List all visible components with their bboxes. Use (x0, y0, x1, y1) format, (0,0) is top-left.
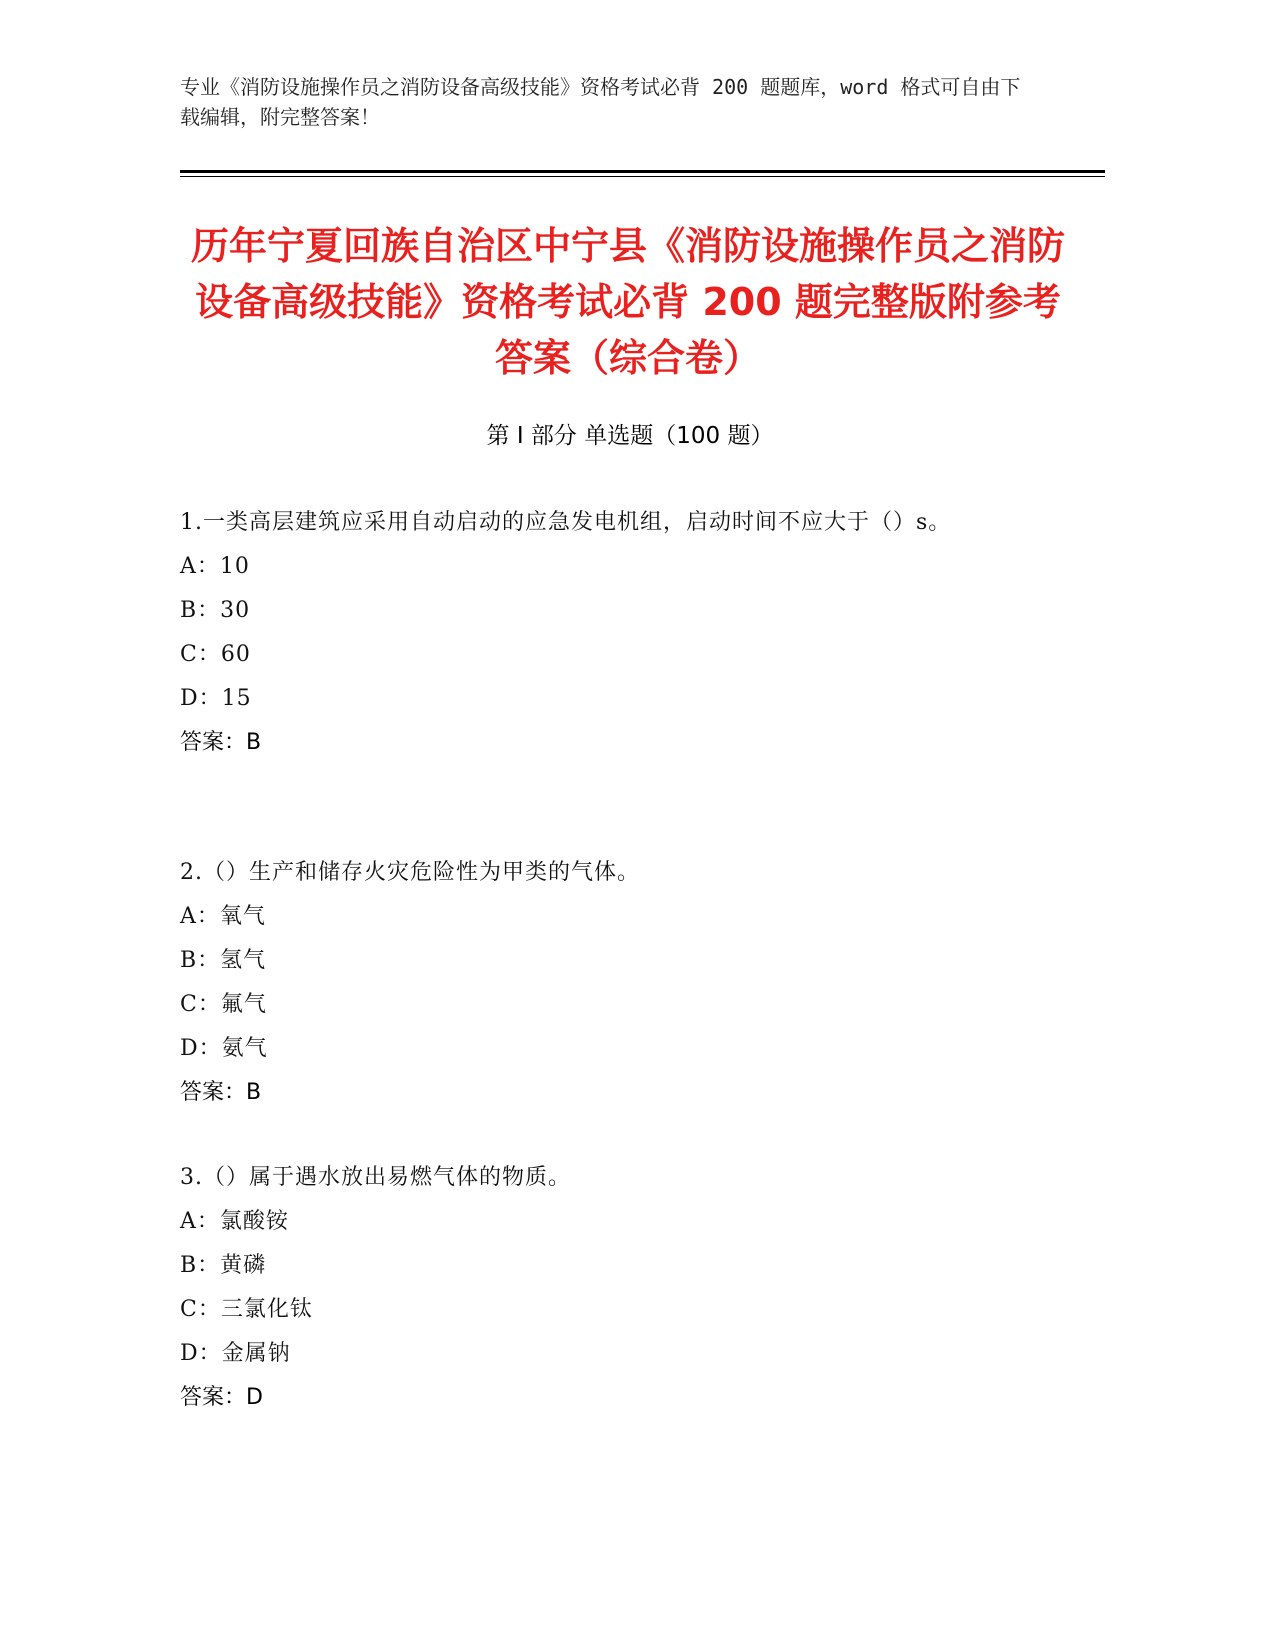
question-3 (180, 1155, 1040, 1420)
document-title: 历年宁夏回族自治区中宁县《消防设施操作员之消防设备高级技能》资格考试必背 200 题完整版附参考答案（综合卷） (190, 224, 1065, 380)
header-divider-thin (180, 176, 1105, 177)
answer: 答案：D (180, 1385, 263, 1410)
option-a: A：氧气 (180, 904, 266, 929)
question-stem: 3.（）属于遇水放出易燃气体的物质。 (180, 1165, 571, 1190)
option-d: D：15 (180, 686, 252, 711)
question-1 (180, 500, 1040, 765)
option-d: D：金属钠 (180, 1341, 291, 1366)
option-c: C：60 (180, 642, 251, 667)
answer: 答案：B (180, 1080, 262, 1105)
option-c: C：三氯化钛 (180, 1297, 313, 1322)
option-b: B：30 (180, 598, 251, 623)
option-a: A：氯酸铵 (180, 1209, 289, 1234)
option-c: C：氟气 (180, 992, 267, 1017)
question-2 (180, 850, 1040, 1115)
question-stem: 1.一类高层建筑应采用自动启动的应急发电机组，启动时间不应大于（）s。 (180, 510, 952, 535)
option-d: D：氨气 (180, 1036, 268, 1061)
option-b: B：氢气 (180, 948, 267, 973)
option-a: A：10 (180, 554, 250, 579)
option-b: B：黄磷 (180, 1253, 267, 1278)
header-note: 专业《消防设施操作员之消防设备高级技能》资格考试必背 200 题题库，word 格式可自由下载编辑，附完整答案！ (180, 75, 1021, 129)
header-divider-thick (180, 170, 1105, 173)
answer: 答案：B (180, 730, 262, 755)
question-stem: 2.（）生产和储存火灾危险性为甲类的气体。 (180, 860, 640, 885)
section-heading: 第 I 部分 单选题（100 题） (486, 423, 774, 449)
